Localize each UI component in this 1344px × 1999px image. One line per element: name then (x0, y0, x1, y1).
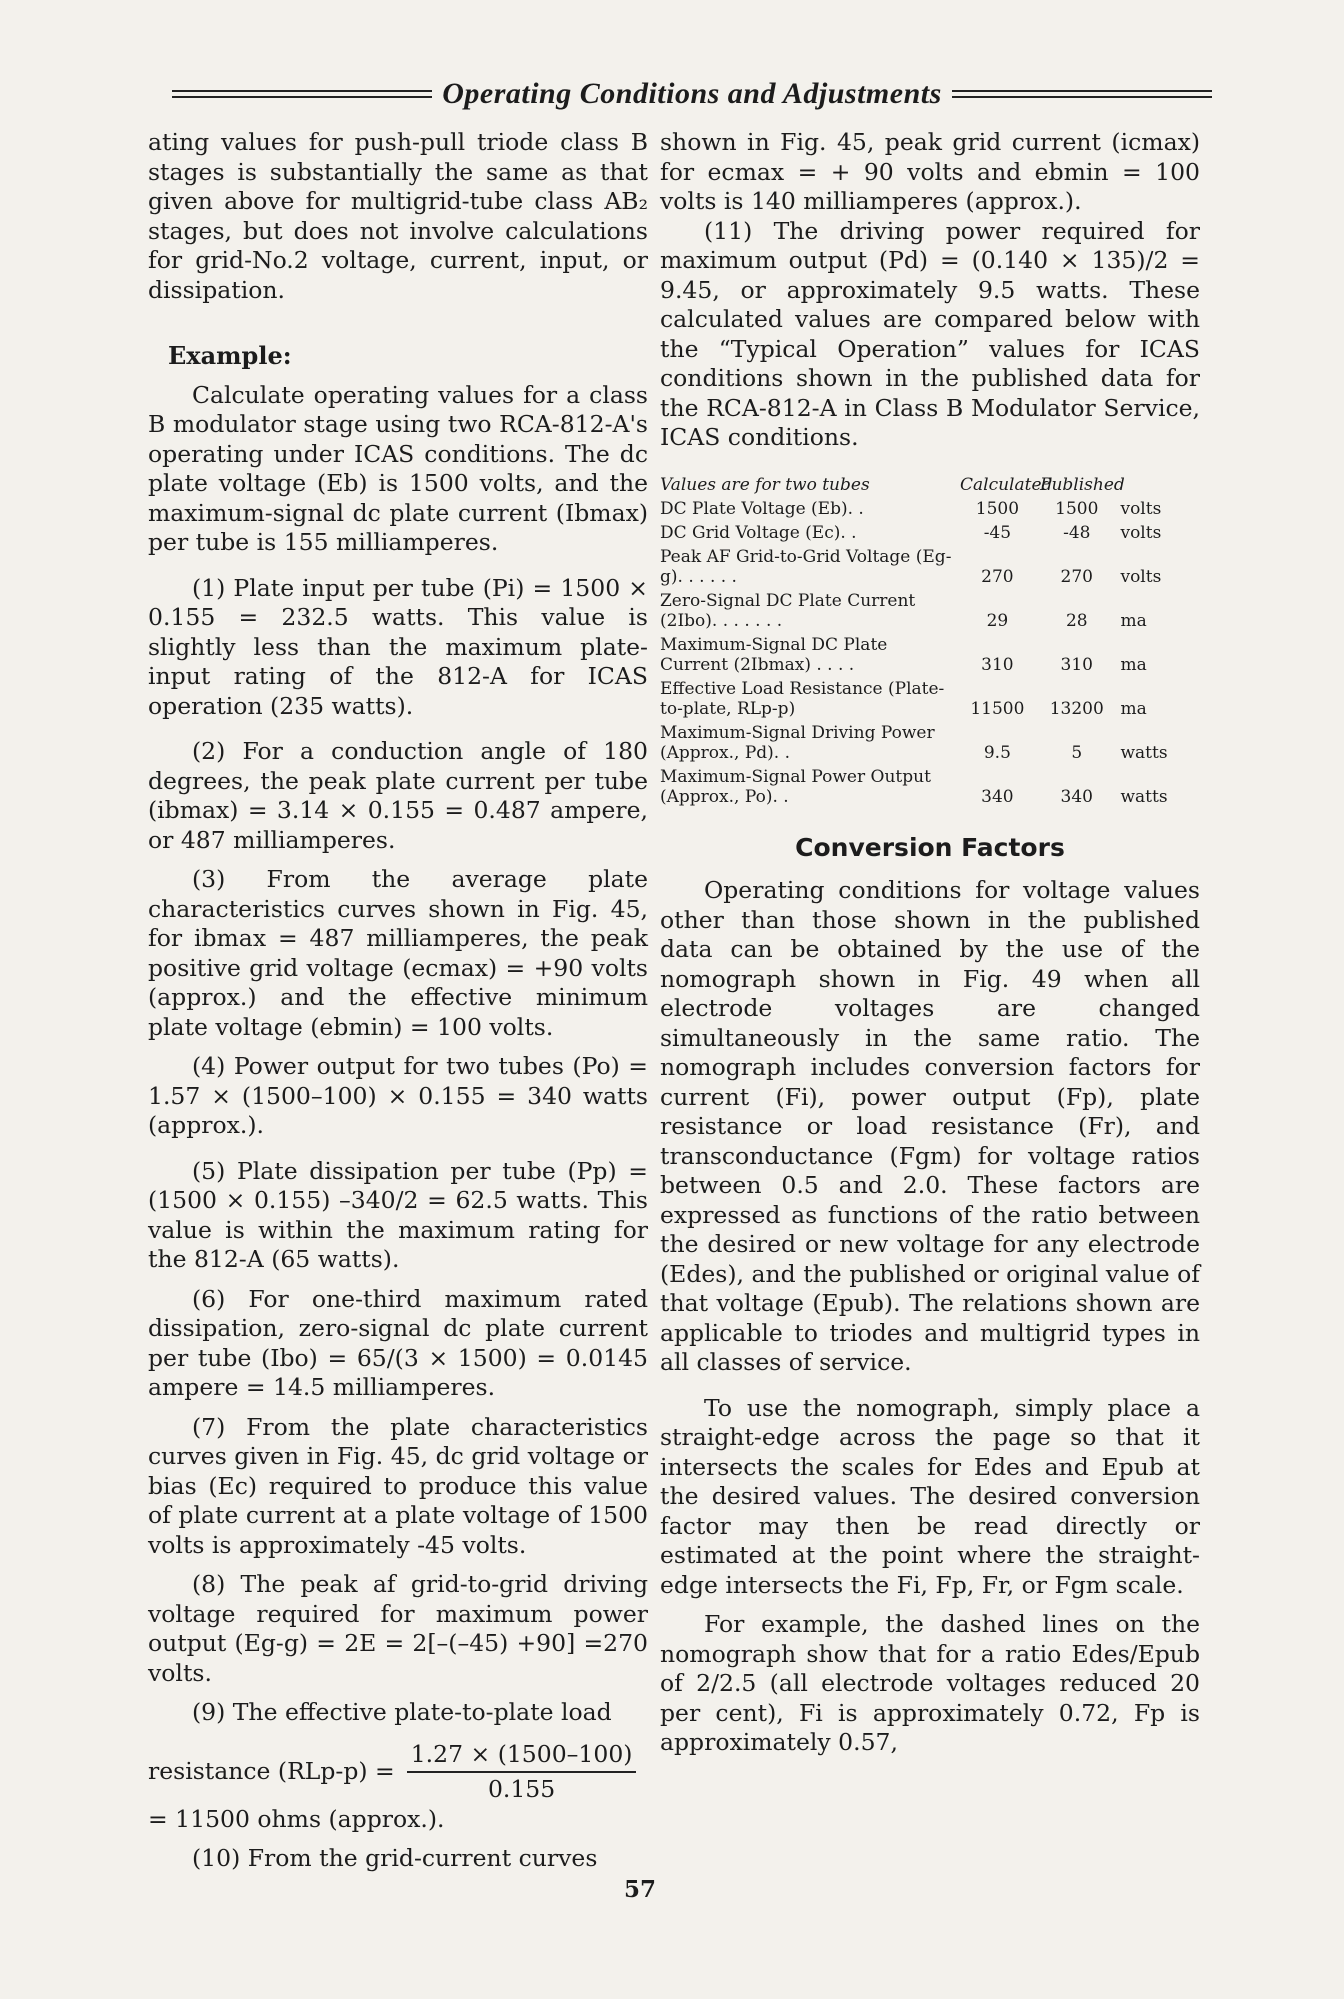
step-6-paragraph: (6) For one-third maximum rated dissipation, zero-signal dc plate current per tube (Ibo) = 65/(3 × 1500) = 0.0145 ampere = 14.5 milliamperes. (148, 1284, 648, 1401)
table-cell-published: 1500 (1055, 498, 1099, 519)
table-cell-published: 5 (1071, 742, 1083, 763)
conversion-paragraph-1: Operating conditions for voltage values other than those shown in the published data can be obtained by the use of the nomograph shown in Fig. 49 when all electrode voltages are changed simultaneously in the same ratio. The nomograph includes conversion factors for current (Fi), power output (Fp), plate resistance or load resistance (Fr), and transconductance (Fgm) for voltage ratios between 0.5 and 2.0. These factors are expressed as functions of the ratio between the desired or new voltage for any electrode (Edes), and the published or original value of that voltage (Epub). The relations shown are applicable to triodes and multigrid types in all classes of service. (660, 876, 1200, 1376)
table-cell-published: 13200 (1049, 698, 1104, 719)
left-column (148, 128, 648, 1874)
table-cell-label: Maximum-Signal Driving Power (Approx., Pd). . (660, 722, 935, 763)
formula-lhs: resistance (RLp-p) = (148, 1757, 395, 1786)
table-header-published: Published (1040, 474, 1125, 495)
table-cell-label: Maximum-Signal Power Output (Approx., Po). . (660, 766, 931, 807)
table-cell-calculated: 11500 (970, 698, 1025, 719)
table-cell-label: Maximum-Signal DC Plate Current (2Ibmax) . . . . (660, 634, 888, 675)
example-intro-paragraph: Calculate operating values for a class B modulator stage using two RCA-812-A's operating under ICAS conditions. The dc plate voltage (Eb) is 1500 volts, and the maximum-signal dc plate current (Ibmax) per tube is 155 milliamperes. (148, 380, 648, 556)
table-cell-published: -48 (1063, 522, 1091, 543)
table-header-label: Values are for two tubes (660, 474, 870, 495)
intro-paragraph: ating values for push-pull triode class B stages is substantially the same as that given above for multigrid-tube class AB₂ stages, but does not involve calculations for grid-No.2 voltage, current, input, or dissipation. (148, 128, 648, 304)
table-cell-unit: ma (1120, 610, 1147, 631)
conversion-paragraph-2: To use the nomograph, simply place a straight-edge across the page so that it intersects the scales for Edes and Epub at the desired values. The desired conversion factor may then be read directly or estimated at the point where the straight-edge intersects the Fi, Fp, Fr, or Fgm scale. (660, 1393, 1200, 1599)
formula-denominator: 0.155 (487, 1775, 556, 1803)
table-cell-calculated: 340 (981, 786, 1014, 807)
table-body (660, 499, 1180, 807)
table-row (660, 723, 1180, 763)
table-cell-calculated: 1500 (975, 498, 1020, 519)
table-cell-unit: volts (1120, 566, 1162, 587)
running-header (172, 74, 1212, 114)
table-row (660, 591, 1180, 631)
page-number: 57 (623, 1876, 656, 1903)
example-heading: Example: (168, 341, 292, 370)
step-8-paragraph: (8) The peak af grid-to-grid driving voltage required for maximum power output (Eg-g) = 2E = 2[–(–45) +90] =270 volts. (148, 1570, 648, 1687)
table-cell-unit: volts (1120, 498, 1162, 519)
table-header-calculated: Calculated (960, 474, 1053, 495)
step-9-paragraph: (9) The effective plate-to-plate load (192, 1698, 612, 1726)
table-row (660, 547, 1180, 587)
table-cell-published: 270 (1060, 566, 1093, 587)
table-cell-unit: watts (1120, 742, 1168, 763)
step-5-paragraph: (5) Plate dissipation per tube (Pp) = (1500 × 0.155) –340/2 = 62.5 watts. This value is within the maximum rating for the 812-A (65 watts). (148, 1156, 648, 1273)
right-column (660, 128, 1200, 1758)
table-cell-label: Effective Load Resistance (Plate-to-plate, RLp-p) (660, 678, 945, 719)
header-rule-left (172, 90, 432, 98)
table-row (660, 679, 1180, 719)
table-row (660, 523, 1180, 543)
table-cell-unit: volts (1120, 522, 1162, 543)
step-11-paragraph: (11) The driving power required for maximum output (Pd) = (0.140 × 135)/2 = 9.45, or approximately 9.5 watts. These calculated values are compared below with the “Typical Operation” values for ICAS conditions shown in the published data for the RCA-812-A in Class B Modulator Service, ICAS conditions. (660, 216, 1200, 451)
formula-numerator: 1.27 × (1500–100) (407, 1740, 637, 1774)
step-7-paragraph: (7) From the plate characteristics curves given in Fig. 45, dc grid voltage or bias (Ec) required to produce this value of plate current at a plate voltage of 1500 volts is approximately -45 volts. (148, 1412, 648, 1559)
table-cell-calculated: 270 (981, 566, 1014, 587)
table-cell-label: Zero-Signal DC Plate Current (2Ibo). . . . . . . (660, 590, 916, 631)
table-cell-label: DC Grid Voltage (Ec). . (660, 522, 857, 543)
table-cell-calculated: -45 (983, 522, 1012, 543)
table-cell-label: DC Plate Voltage (Eb). . (660, 498, 864, 519)
load-resistance-formula (148, 1740, 648, 1805)
table-cell-calculated: 310 (981, 654, 1014, 675)
table-cell-published: 340 (1060, 786, 1093, 807)
header-rule-right (952, 90, 1212, 98)
table-row (660, 767, 1180, 807)
table-cell-published: 28 (1065, 610, 1088, 631)
comparison-table (660, 475, 1180, 807)
step-1-paragraph: (1) Plate input per tube (Pi) = 1500 × 0.155 = 232.5 watts. This value is slightly less than the maximum plate-input rating of the 812-A for ICAS operation (235 watts). (148, 573, 648, 720)
table-cell-unit: ma (1120, 698, 1147, 719)
table-cell-label: Peak AF Grid-to-Grid Voltage (Eg-g). . . . . . (660, 546, 952, 587)
step-10-paragraph: (10) From the grid-current curves (192, 1844, 598, 1872)
step-10-continued: shown in Fig. 45, peak grid current (icmax) for ecmax = + 90 volts and ebmin = 100 volts is 140 milliamperes (approx.). (660, 128, 1200, 215)
step-3-paragraph: (3) From the average plate characteristics curves shown in Fig. 45, for ibmax = 487 milliamperes, the peak positive grid voltage (ecmax) = +90 volts (approx.) and the effective minimum plate voltage (ebmin) = 100 volts. (148, 865, 648, 1041)
table-cell-calculated: 29 (986, 610, 1009, 631)
conversion-paragraph-3: For example, the dashed lines on the nomograph show that for a ratio Edes/Epub of 2/2.5 (all electrode voltages reduced 20 per cent), Fi is approximately 0.72, Fp is approximately 0.57, (660, 1610, 1200, 1756)
step-9-result: = 11500 ohms (approx.). (148, 1804, 445, 1833)
table-cell-unit: ma (1120, 654, 1147, 675)
table-cell-unit: watts (1120, 786, 1168, 807)
table-cell-published: 310 (1060, 654, 1093, 675)
section-title: Conversion Factors (795, 832, 1065, 862)
table-header (660, 475, 1180, 495)
formula-fraction (407, 1740, 637, 1805)
running-header-title: Operating Conditions and Adjustments (442, 77, 942, 110)
step-4-paragraph: (4) Power output for two tubes (Po) = 1.57 × (1500–100) × 0.155 = 340 watts (approx.). (148, 1052, 648, 1139)
step-2-paragraph: (2) For a conduction angle of 180 degrees, the peak plate current per tube (ibmax) = 3.14 × 0.155 = 0.487 ampere, or 487 milliamperes. (148, 737, 648, 854)
table-row (660, 499, 1180, 519)
table-row (660, 635, 1180, 675)
table-cell-calculated: 9.5 (983, 742, 1011, 763)
